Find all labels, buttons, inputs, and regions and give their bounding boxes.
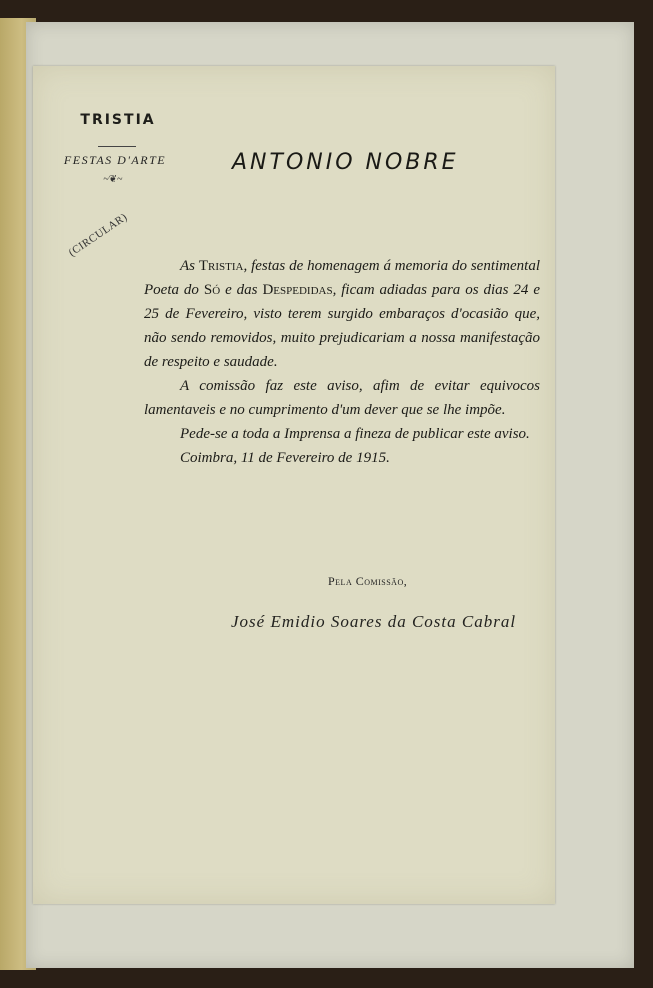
- circular-document: [33, 66, 555, 904]
- text-span: e das: [220, 282, 263, 298]
- tristia-smallcaps: Tristia: [198, 258, 244, 274]
- text-span: , ficam adiadas para os dias 24 e 25 de Fevereiro, visto terem surgido embaraços d'ocasião que, não sendo removidos, muito prejudicariam a nossa manifestação de respeito e saudade.: [144, 282, 541, 370]
- paragraph-3: Pede-se a toda a Imprensa a fineza de publicar este aviso.: [180, 426, 530, 442]
- letterhead-name: TRISTIA: [80, 112, 156, 128]
- letterhead-rule: [98, 146, 136, 147]
- text-span: , festas de homenagem á memoria do sentimental Poeta do: [144, 258, 540, 298]
- date-line: Coimbra, 11 de Fevereiro de 1915.: [180, 450, 390, 466]
- so-title: Só: [203, 282, 221, 298]
- circular-stamp: (CIRCULAR): [66, 211, 130, 259]
- letterhead-subtitle: FESTAS D'ARTE: [63, 153, 167, 167]
- ornament-icon: ~❦~: [103, 174, 123, 185]
- document-body: [144, 254, 540, 470]
- paragraph-2: A comissão faz este aviso, afim de evitar equivocos lamentaveis e no cumprimento d'um dever que se lhe impõe.: [144, 378, 540, 418]
- paragraph-1: [144, 254, 540, 374]
- closing-line: Pela Comissão,: [328, 574, 408, 588]
- despedidas-title: Despedidas: [262, 282, 333, 298]
- document-title: ANTONIO NOBRE: [232, 150, 459, 175]
- text-span: As: [180, 258, 199, 274]
- signature: José Emidio Soares da Costa Cabral: [231, 612, 517, 631]
